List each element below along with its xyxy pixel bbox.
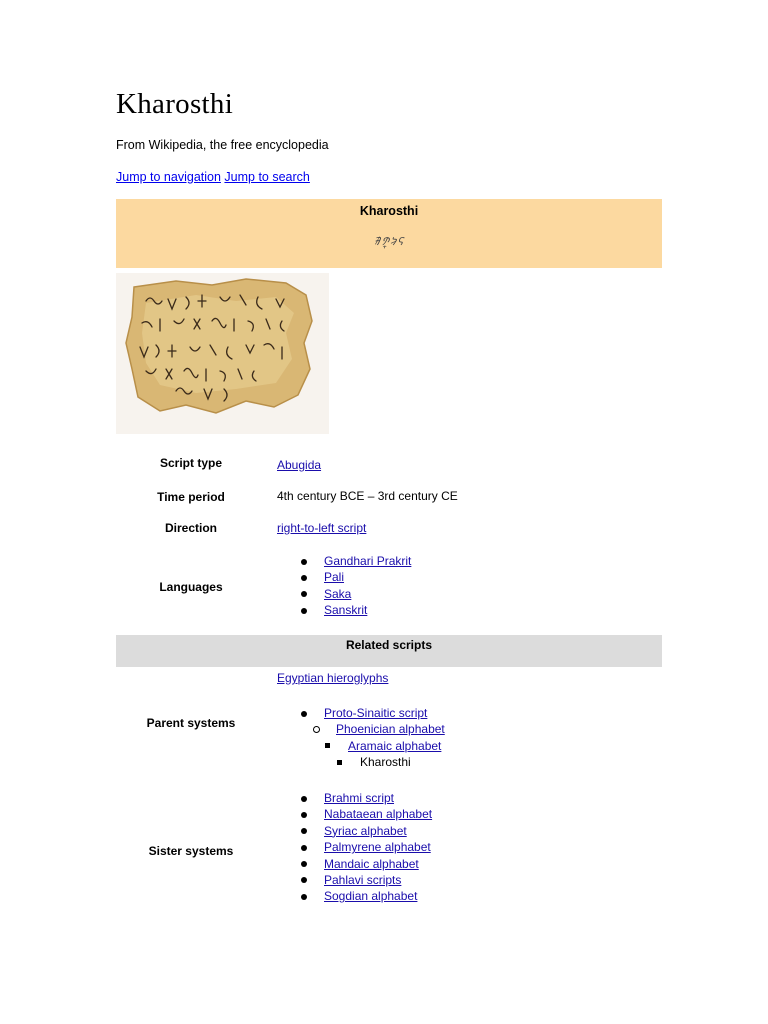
sanskrit-link[interactable]: Sanskrit xyxy=(324,603,368,618)
phoenician-alphabet-link[interactable]: Phoenician alphabet xyxy=(336,722,445,737)
languages-label: Languages xyxy=(159,580,223,594)
abugida-link[interactable]: Abugida xyxy=(277,458,322,472)
nabataean-alphabet-link[interactable]: Nabataean alphabet xyxy=(324,807,433,822)
mandaic-alphabet-link[interactable]: Mandaic alphabet xyxy=(324,856,419,871)
direction-label: Direction xyxy=(164,521,217,535)
manuscript-image[interactable] xyxy=(116,273,329,434)
jump-to-search-link[interactable]: Jump to search xyxy=(224,170,310,184)
page-tagline: From Wikipedia, the free encyclopedia xyxy=(116,138,329,152)
list-item xyxy=(277,856,432,872)
time-period-label: Time period xyxy=(157,490,225,504)
related-scripts-title: Related scripts xyxy=(345,638,433,652)
brahmi-script-link[interactable]: Brahmi script xyxy=(324,791,395,805)
egyptian-hieroglyphs-link[interactable]: Egyptian hieroglyphs xyxy=(277,671,389,685)
time-period-value: 4th century BCE – 3rd century CE xyxy=(277,489,458,503)
bullet-square-icon xyxy=(325,743,330,748)
infobox-native-name: 𐨑𐨪𐨆𐨮𐨿𐨛𐨁 xyxy=(373,236,405,248)
pahlavi-scripts-link[interactable]: Pahlavi scripts xyxy=(324,872,402,887)
list-item xyxy=(277,823,432,839)
jump-links xyxy=(116,170,310,184)
infobox-header xyxy=(116,199,662,268)
jump-to-navigation-link[interactable]: Jump to navigation xyxy=(116,170,221,184)
bullet-square-icon xyxy=(337,760,342,765)
list-item xyxy=(277,553,411,569)
list-item xyxy=(277,790,432,806)
aramaic-alphabet-link[interactable]: Aramaic alphabet xyxy=(348,738,442,753)
page-title: Kharosthi xyxy=(116,88,234,120)
list-item xyxy=(277,602,411,618)
parent-root xyxy=(277,671,388,685)
right-to-left-script-link[interactable]: right-to-left script xyxy=(277,521,367,535)
sister-systems-list xyxy=(277,790,432,905)
languages-list xyxy=(277,553,411,619)
list-item xyxy=(277,806,432,822)
list-item xyxy=(277,839,432,855)
sogdian-alphabet-link[interactable]: Sogdian alphabet xyxy=(324,889,418,904)
kharosthi-current-item: Kharosthi xyxy=(360,755,411,770)
direction-value xyxy=(277,521,366,535)
script-type-value xyxy=(277,458,321,472)
infobox-title: Kharosthi xyxy=(359,204,419,218)
list-item xyxy=(277,569,411,585)
related-scripts-header xyxy=(116,635,662,667)
sister-systems-label: Sister systems xyxy=(148,844,234,858)
proto-sinaitic-script-link[interactable]: Proto-Sinaitic script xyxy=(324,706,428,720)
saka-link[interactable]: Saka xyxy=(324,586,352,601)
list-item xyxy=(277,586,411,602)
parent-systems-label: Parent systems xyxy=(146,716,236,730)
palmyrene-alphabet-link[interactable]: Palmyrene alphabet xyxy=(324,840,431,855)
manuscript-fragment-icon xyxy=(116,273,329,434)
list-item xyxy=(277,888,432,904)
list-item xyxy=(277,872,432,888)
script-type-label: Script type xyxy=(159,456,222,470)
bullet-circle-icon xyxy=(313,726,320,733)
syriac-alphabet-link[interactable]: Syriac alphabet xyxy=(324,823,407,838)
pali-link[interactable]: Pali xyxy=(324,570,345,585)
gandhari-prakrit-link[interactable]: Gandhari Prakrit xyxy=(324,554,412,568)
bullet-disc-icon xyxy=(301,711,307,717)
